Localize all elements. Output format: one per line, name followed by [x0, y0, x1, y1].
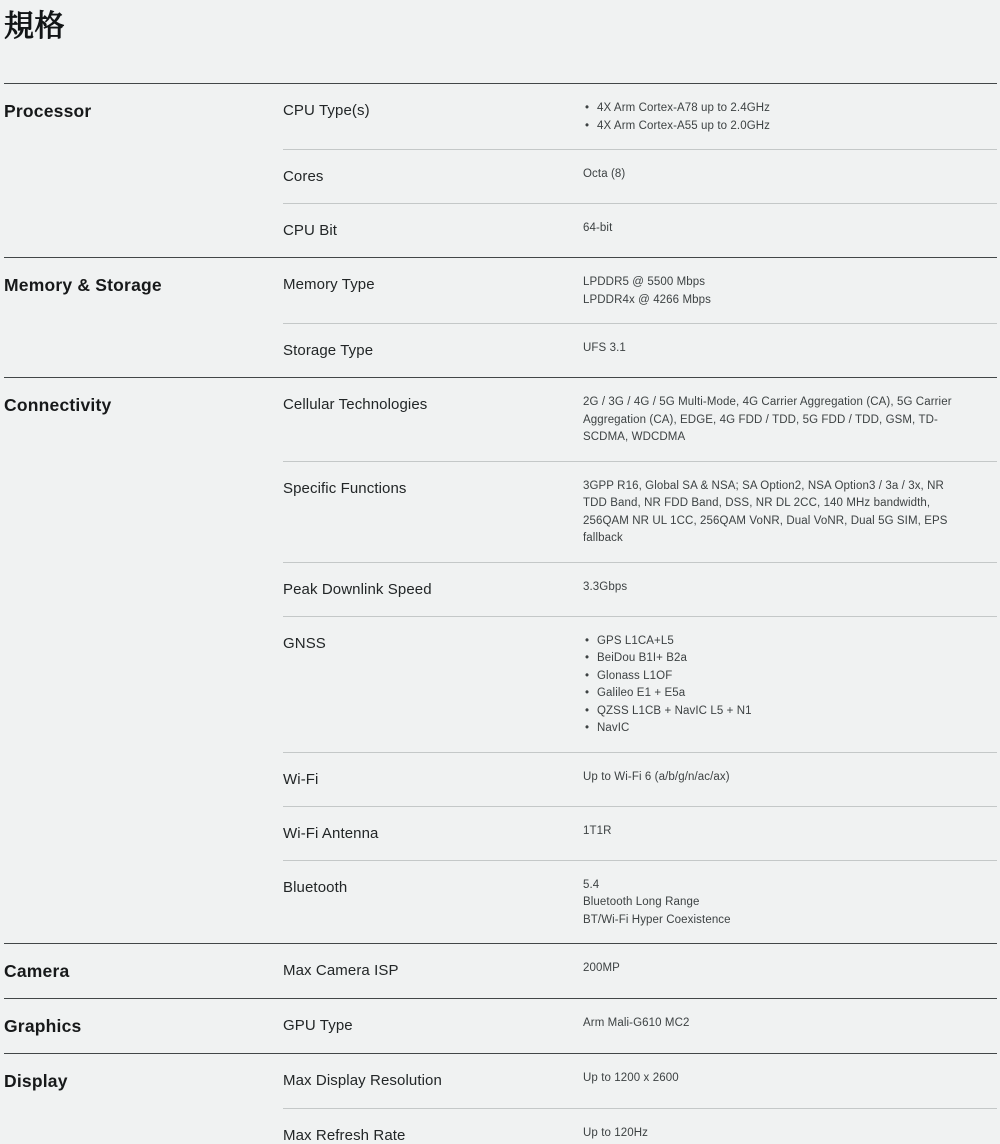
value-lines — [583, 1015, 953, 1033]
value-lines — [583, 394, 953, 447]
bullet-item: • GPS L1CA+L5 — [583, 633, 953, 651]
spec-value — [583, 563, 997, 616]
spec-label: Wi-Fi — [283, 770, 319, 788]
value-line: 200MP — [583, 962, 620, 974]
spec-row — [283, 1108, 997, 1144]
spec-row — [283, 562, 997, 616]
spec-label: CPU Bit — [283, 222, 338, 239]
value-lines — [583, 769, 953, 787]
spec-row — [283, 323, 997, 377]
spec-value — [583, 258, 997, 323]
category-label: Camera — [4, 961, 70, 981]
spec-row — [283, 378, 997, 461]
value-lines — [583, 274, 953, 309]
category-label: Graphics — [4, 1016, 82, 1036]
value-line: 5.4 — [583, 878, 600, 891]
section-rows — [283, 1054, 997, 1144]
spec-label: Cores — [283, 168, 324, 185]
value-line: BT/Wi-Fi Hyper Coexistence — [583, 913, 731, 926]
spec-label: GNSS — [283, 634, 326, 652]
spec-value — [583, 999, 997, 1053]
spec-label: Max Refresh Rate — [283, 1127, 406, 1144]
value-line: Up to Wi-Fi 6 (a/b/g/n/ac/ax) — [583, 770, 730, 783]
value-line: Up to 1200 x 2600 — [583, 1072, 679, 1084]
section-rows — [283, 84, 997, 257]
spec-row — [283, 461, 997, 562]
page-title: 規格 — [4, 10, 65, 43]
spec-value — [583, 753, 997, 806]
spec-section — [4, 377, 997, 943]
value-lines — [583, 166, 953, 184]
spec-value — [583, 1054, 997, 1108]
value-line: 3GPP R16, Global SA & NSA; SA Option2, NSA Option3 / 3a / 3x, NR TDD Band, NR FDD Band, DSS, NR DL 2CC, 140 MHz bandwidth, 256QAM NR UL 1CC, 256QAM VoNR, Dual VoNR, Dual 5G SIM, EPS fallback — [583, 479, 948, 544]
bullet-item: • BeiDou B1I+ B2a — [583, 650, 953, 668]
value-line: Bluetooth Long Range — [583, 896, 700, 908]
bullet-item: • 4X Arm Cortex-A55 up to 2.0GHz — [583, 118, 953, 136]
spec-label: Cellular Technologies — [283, 396, 428, 413]
spec-value — [583, 84, 997, 149]
value-lines — [583, 579, 953, 597]
value-line: 2G / 3G / 4G / 5G Multi-Mode, 4G Carrier Aggregation (CA), 5G Carrier Aggregation (CA), EDGE, 4G FDD / TDD, 5G FDD / TDD, GSM, TD-SCDMA, WDCDMA — [583, 396, 952, 443]
section-rows — [283, 258, 997, 377]
value-lines — [583, 1125, 953, 1143]
spec-row — [283, 999, 997, 1053]
section-rows — [283, 999, 997, 1053]
spec-value — [583, 944, 997, 998]
spec-label: Peak Downlink Speed — [283, 580, 432, 598]
value-lines — [583, 877, 953, 930]
category-label: Display — [4, 1071, 68, 1091]
spec-row — [283, 860, 997, 944]
spec-row — [283, 1054, 997, 1108]
bullet-item: • Galileo E1 + E5a — [583, 685, 953, 703]
spec-label: Wi-Fi Antenna — [283, 824, 379, 842]
value-lines — [583, 220, 953, 238]
spec-label: Specific Functions — [283, 479, 407, 497]
spec-row — [283, 806, 997, 860]
spec-value — [583, 1109, 997, 1144]
spec-section — [4, 998, 997, 1053]
bullet-list — [583, 633, 953, 738]
bullet-item: • NavIC — [583, 720, 953, 738]
value-line: 64-bit — [583, 222, 613, 234]
spec-row — [283, 752, 997, 806]
section-rows — [283, 378, 997, 943]
spec-value — [583, 617, 997, 752]
spec-section — [4, 943, 997, 998]
category-label: Connectivity — [4, 395, 112, 415]
spec-section — [4, 1053, 997, 1144]
value-lines — [583, 960, 953, 978]
spec-value — [583, 807, 997, 860]
spec-value — [583, 150, 997, 203]
spec-label: Max Camera ISP — [283, 962, 399, 979]
section-rows — [283, 944, 997, 998]
bullet-item: • 4X Arm Cortex-A78 up to 2.4GHz — [583, 100, 953, 118]
spec-label: CPU Type(s) — [283, 102, 370, 119]
value-line: 3.3Gbps — [583, 580, 628, 593]
bullet-item: • Glonass L1OF — [583, 668, 953, 686]
spec-label: GPU Type — [283, 1017, 353, 1034]
bullet-item: • QZSS L1CB + NavIC L5 + N1 — [583, 703, 953, 721]
value-lines — [583, 823, 953, 841]
spec-row — [283, 616, 997, 752]
spec-section — [4, 257, 997, 377]
bullet-list — [583, 100, 953, 135]
spec-row — [283, 84, 997, 149]
spec-label: Max Display Resolution — [283, 1072, 442, 1089]
spec-value — [583, 204, 997, 257]
spec-row — [283, 149, 997, 203]
spec-row — [283, 944, 997, 998]
spec-value — [583, 861, 997, 944]
spec-row — [283, 258, 997, 323]
category-label: Processor — [4, 101, 92, 121]
spec-label: Memory Type — [283, 276, 375, 293]
spec-value — [583, 378, 997, 461]
value-line: Up to 120Hz — [583, 1127, 649, 1139]
value-line: LPDDR4x @ 4266 Mbps — [583, 293, 711, 306]
value-line: Arm Mali-G610 MC2 — [583, 1017, 690, 1029]
spec-section — [4, 83, 997, 257]
category-label: Memory & Storage — [4, 275, 162, 295]
value-line: 1T1R — [583, 824, 612, 837]
value-line: LPDDR5 @ 5500 Mbps — [583, 276, 706, 288]
spec-label: Storage Type — [283, 342, 374, 359]
value-lines — [583, 478, 953, 548]
value-line: Octa (8) — [583, 168, 626, 180]
spec-value — [583, 462, 997, 562]
value-lines — [583, 340, 953, 358]
spec-label: Bluetooth — [283, 878, 348, 896]
spec-row — [283, 203, 997, 257]
spec-table — [4, 83, 997, 1144]
value-lines — [583, 1070, 953, 1088]
value-line: UFS 3.1 — [583, 342, 626, 354]
spec-value — [583, 324, 997, 377]
